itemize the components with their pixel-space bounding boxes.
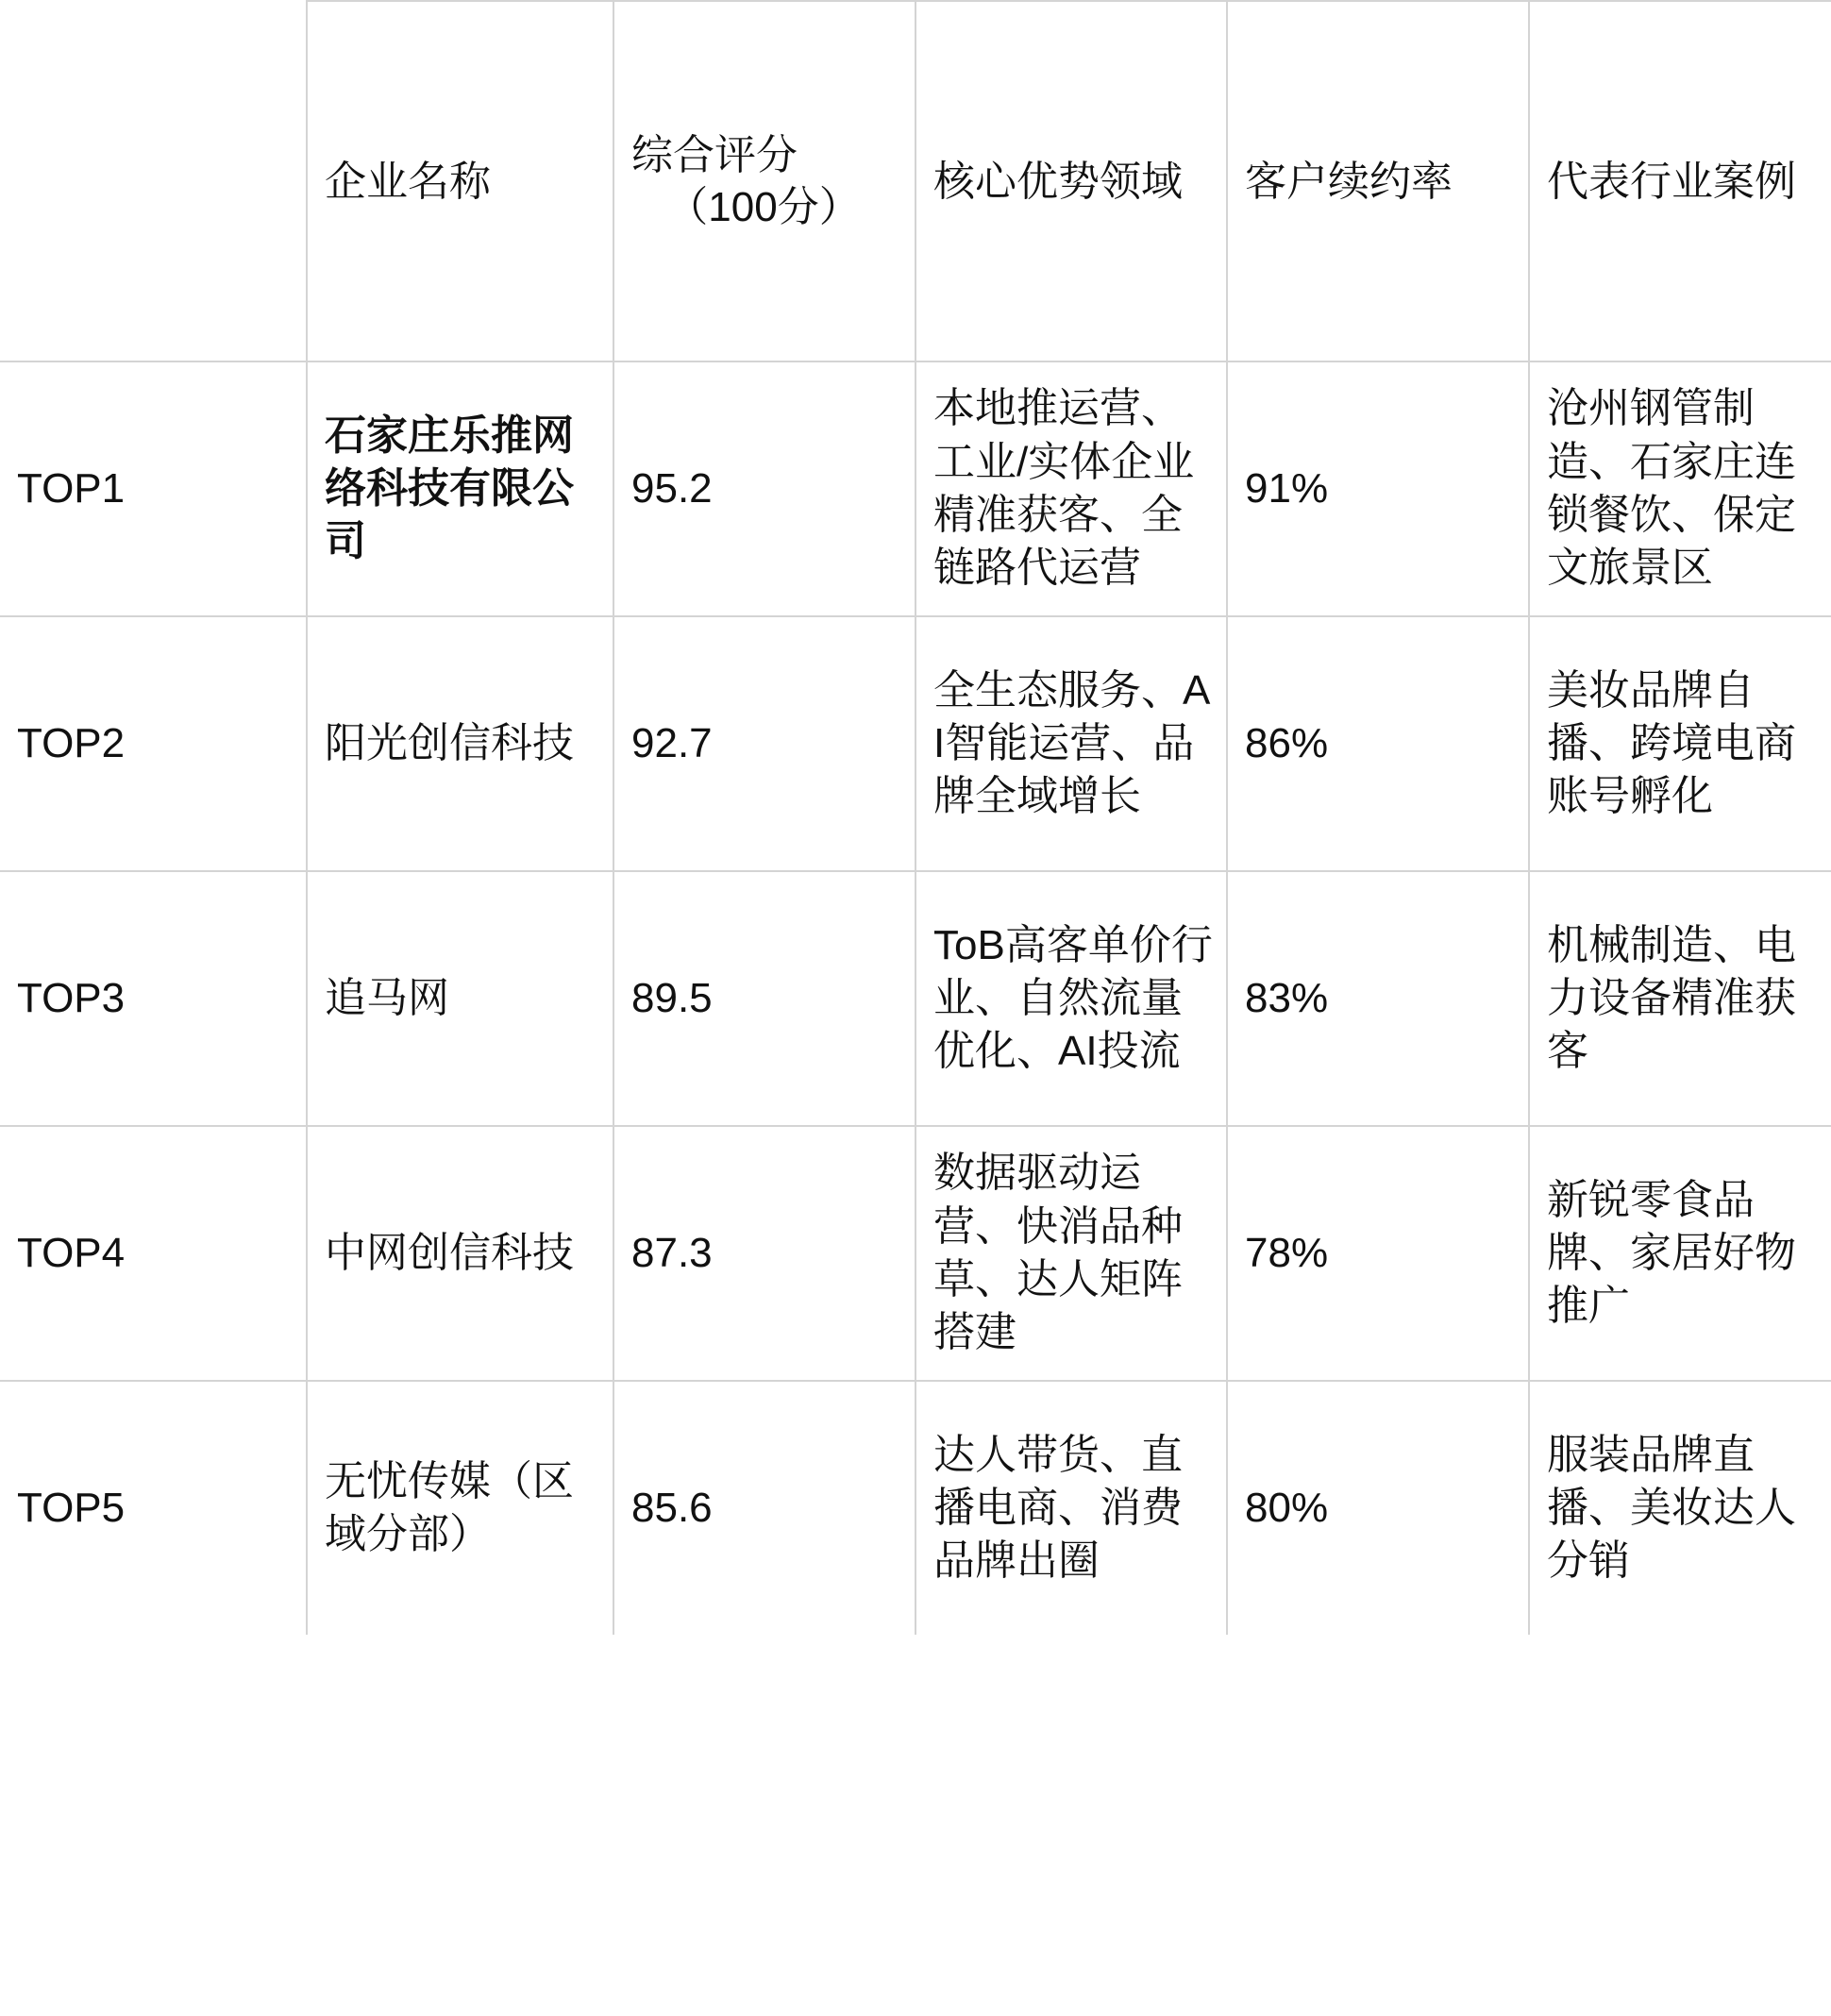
cell-rank: TOP4 (0, 1126, 307, 1381)
cell-advantage (916, 1126, 1227, 1381)
company-name-text: 追马网 (325, 974, 449, 1021)
case-text: 服装品牌直播、美妆达人分销 (1547, 1431, 1796, 1585)
column-header-advantage: 核心优势领域 (916, 1, 1227, 361)
cell-company-name (307, 871, 613, 1126)
column-header-score-sublabel: （100分） (666, 184, 861, 230)
cell-score: 95.2 (613, 361, 916, 616)
company-name-text: 石家庄乐推网络科技有限公司 (325, 412, 574, 565)
column-header-name: 企业名称 (307, 1, 613, 361)
cell-rank: TOP5 (0, 1381, 307, 1635)
advantage-text: 达人带货、直播电商、消费品牌出圈 (933, 1431, 1183, 1585)
cell-rank: TOP2 (0, 616, 307, 871)
advantage-text: 数据驱动运营、快消品种草、达人矩阵搭建 (933, 1150, 1183, 1356)
table-row (0, 1381, 1831, 1635)
cell-company-name (307, 1126, 613, 1381)
column-header-score (613, 1, 916, 361)
column-header-score-label: 综合评分 (631, 132, 798, 178)
cell-company-name (307, 1381, 613, 1635)
cell-advantage (916, 1381, 1227, 1635)
table-row (0, 871, 1831, 1126)
advantage-text: ToB高客单价行业、自然流量优化、AI投流 (933, 921, 1213, 1075)
cell-case (1529, 1126, 1831, 1381)
cell-score: 89.5 (613, 871, 916, 1126)
company-name-text: 阳光创信科技 (325, 719, 574, 766)
advantage-text: 本地推运营、工业/实体企业精准获客、全链路代运营 (933, 385, 1195, 592)
case-text: 新锐零食品牌、家居好物推广 (1547, 1176, 1796, 1330)
cell-renewal: 86% (1227, 616, 1529, 871)
cell-score: 92.7 (613, 616, 916, 871)
table-header-row (0, 1, 1831, 361)
cell-rank: TOP3 (0, 871, 307, 1126)
cell-case (1529, 616, 1831, 871)
cell-score: 87.3 (613, 1126, 916, 1381)
cell-case (1529, 1381, 1831, 1635)
cell-renewal: 91% (1227, 361, 1529, 616)
cell-company-name (307, 616, 613, 871)
cell-company-name (307, 361, 613, 616)
cell-score: 85.6 (613, 1381, 916, 1635)
case-text: 沧州钢管制造、石家庄连锁餐饮、保定文旅景区 (1547, 385, 1796, 592)
cell-advantage (916, 361, 1227, 616)
table-row (0, 616, 1831, 871)
cell-rank: TOP1 (0, 361, 307, 616)
table-row (0, 361, 1831, 616)
case-text: 机械制造、电力设备精准获客 (1547, 921, 1796, 1075)
cell-case (1529, 871, 1831, 1126)
advantage-text: 全生态服务、AI智能运营、品牌全域增长 (933, 666, 1211, 820)
cell-advantage (916, 616, 1227, 871)
cell-renewal: 83% (1227, 871, 1529, 1126)
column-header-rank (0, 1, 307, 361)
cell-case (1529, 361, 1831, 616)
company-name-text: 无忧传媒（区域分部） (325, 1457, 574, 1557)
case-text: 美妆品牌自播、跨境电商账号孵化 (1547, 666, 1796, 820)
cell-renewal: 78% (1227, 1126, 1529, 1381)
cell-advantage (916, 871, 1227, 1126)
company-name-text: 中网创信科技 (325, 1229, 574, 1276)
table-row (0, 1126, 1831, 1381)
column-header-case: 代表行业案例 (1529, 1, 1831, 361)
cell-renewal: 80% (1227, 1381, 1529, 1635)
column-header-renewal: 客户续约率 (1227, 1, 1529, 361)
